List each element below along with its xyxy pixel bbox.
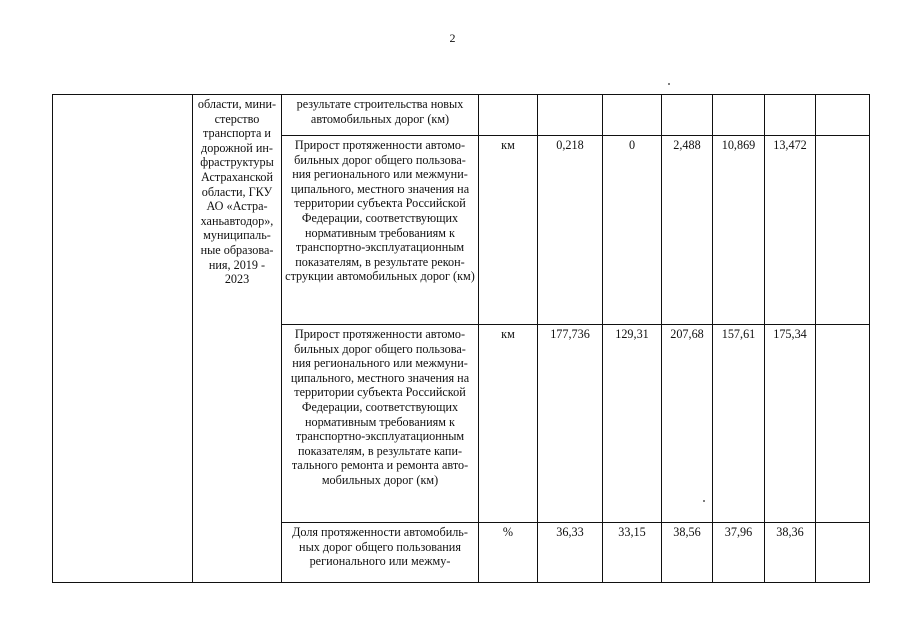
scan-speck <box>668 83 670 85</box>
indicator-cell: Прирост протяженности автомо-бильных дорог общего пользова-ния регионального или межмуни-ципального, местного значения на территории субъекта Российской Федерации, соответствующих нормативным требованиям к транспортно-эксплуатационным показателям, в результате рекон-струкции автомобильных дорог (км) <box>282 136 479 325</box>
value-cell: 38,56 <box>662 523 713 583</box>
value-cell: 33,15 <box>603 523 662 583</box>
value-cell: 0 <box>603 136 662 325</box>
value-cell <box>765 95 816 136</box>
value-cell: 175,34 <box>765 325 816 523</box>
table-row <box>53 95 870 136</box>
value-cell <box>538 95 603 136</box>
value-cell: 38,36 <box>765 523 816 583</box>
unit-cell: км <box>479 136 538 325</box>
indicators-table <box>52 94 870 583</box>
blank-cell <box>816 523 870 583</box>
value-cell: 157,61 <box>713 325 765 523</box>
blank-cell <box>816 136 870 325</box>
value-cell: 37,96 <box>713 523 765 583</box>
value-cell: 0,218 <box>538 136 603 325</box>
value-cell: 129,31 <box>603 325 662 523</box>
unit-cell <box>479 95 538 136</box>
value-cell: 36,33 <box>538 523 603 583</box>
indicator-cell: результате строительства новых автомобильных дорог (км) <box>282 95 479 136</box>
unit-cell: % <box>479 523 538 583</box>
page-number: 2 <box>449 31 456 45</box>
responsible-cell: области, мини-стерство транспорта и дорожной ин-фраструктуры Астраханской области, ГКУ АО «Астра-ханьавтодор», муниципаль-ные образова-ния, 2019 - 2023 <box>193 95 282 583</box>
blank-cell <box>816 325 870 523</box>
value-cell: 177,736 <box>538 325 603 523</box>
blank-cell <box>53 95 193 583</box>
value-cell: 10,869 <box>713 136 765 325</box>
value-cell: 2,488 <box>662 136 713 325</box>
blank-cell <box>816 95 870 136</box>
indicator-cell: Прирост протяженности автомо-бильных дорог общего пользова-ния регионального или межмуни-ципального, местного значения на территории субъекта Российской Федерации, соответствующих нормативным требованиям к транспортно-эксплуатационным показателям, в результате капи-тального ремонта и ремонта авто-мобильных дорог (км) <box>282 325 479 523</box>
value-cell: 207,68 <box>662 325 713 523</box>
unit-cell: км <box>479 325 538 523</box>
value-cell: 13,472 <box>765 136 816 325</box>
indicator-cell: Доля протяженности автомобиль-ных дорог общего пользования регионального или межму- <box>282 523 479 583</box>
value-cell <box>713 95 765 136</box>
value-cell <box>603 95 662 136</box>
value-cell <box>662 95 713 136</box>
